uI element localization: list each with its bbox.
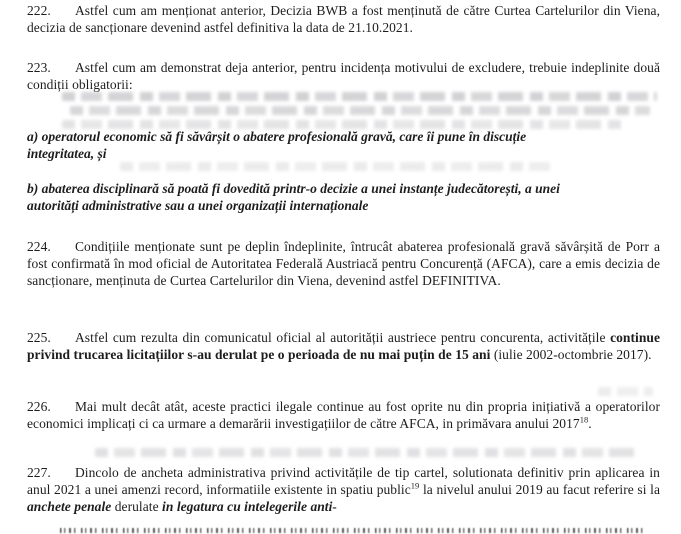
condition-item-b (27, 180, 660, 214)
ghost-text-artifact (70, 106, 650, 115)
paragraph-text-bold-italic: in legatura cu intelegerile anti- (162, 499, 337, 515)
paragraph-text: Condițiile menționate sunt pe deplin îndeplinite, întrucât abaterea profesională gravă săvârșită de Porr a fost confirmată în mod oficial de Autoritatea Federală Austriacă pentru Concurență (AFCA), care a emis decizia de sancționare, menținuta de Curtea Cartelurilor din Viena, devenind astfel DEFINITIVA. (27, 239, 660, 289)
paragraph-text: derulate (111, 499, 163, 515)
paragraph-text: Mai mult decât atât, aceste practici ilegale continue au fost oprite nu din propria inițiativă a operatorilor economici implicați ci ca urmare a demarării investigațiilor de către AFCA, in primăvara anului 2017 (27, 399, 660, 432)
ghost-text-artifact (95, 448, 640, 457)
condition-item-a (27, 128, 660, 162)
ghost-text-artifact (598, 387, 653, 396)
item-a-line1: a) operatorul economic să fi săvârșit o abatere profesională gravă, care îi pune în discuție (27, 129, 527, 144)
ghost-text-artifact (62, 92, 657, 101)
paragraph-text: Astfel cum am menționat anterior, Decizia BWB a fost menținută de către Curtea Cartelurilor din Viena, decizia de sancționare devenind astfel definitiva la data de 21.10.2021. (27, 3, 660, 36)
footnote-reference-18: 18 (579, 414, 589, 425)
paragraph-number: 226. (27, 399, 51, 414)
paragraph-number: 224. (27, 239, 51, 254)
footnote-reference-19: 19 (410, 480, 420, 491)
paragraph-222 (27, 2, 660, 36)
paragraph-text-bold: continue privind trucarea licitațiilor s-au derulat pe o perioada de nu mai puțin de 15 ani (27, 330, 660, 363)
paragraph-text-bold-italic: anchete penale (27, 499, 112, 515)
paragraph-226 (27, 398, 660, 432)
ghost-text-artifact (120, 162, 550, 171)
paragraph-number: 223. (27, 60, 51, 75)
paragraph-number: 227. (27, 465, 51, 480)
paragraph-number: 222. (27, 3, 51, 18)
paragraph-text: la nivelul anului 2019 au facut referire si la (419, 482, 660, 498)
paragraph-223 (27, 59, 660, 93)
paragraph-227 (27, 464, 660, 516)
item-a-line2: integritatea, și (27, 146, 107, 162)
paragraph-text: Astfel cum am demonstrat deja anterior, pentru incidența motivului de excludere, trebuie indeplinite două condiții obligatorii: (27, 60, 660, 93)
paragraph-text: . (588, 416, 592, 432)
paragraph-text: Astfel cum rezulta din comunicatul oficial al autorității austriece pentru concurenta, activitățile (75, 330, 611, 345)
paragraph-225 (27, 329, 660, 363)
item-b-line1: b) abaterea disciplinară să poată fi dovedită printr-o decizie a unei instanțe judecătorești, a unei (27, 181, 560, 196)
item-b-line2: autorități administrative sau a unei organizații internaționale (27, 198, 369, 214)
paragraph-number: 225. (27, 330, 51, 345)
paragraph-text: Dincolo de ancheta administrativa privind activitățile de tip cartel, solutionata definitiv prin aplicarea in anul 2021 a unei amenzi record, informatiile existente in spatiu public (27, 465, 660, 498)
paragraph-text: (iulie 2002-octombrie 2017). (490, 347, 652, 363)
cutoff-line-artifact (60, 528, 645, 533)
paragraph-224 (27, 238, 660, 290)
